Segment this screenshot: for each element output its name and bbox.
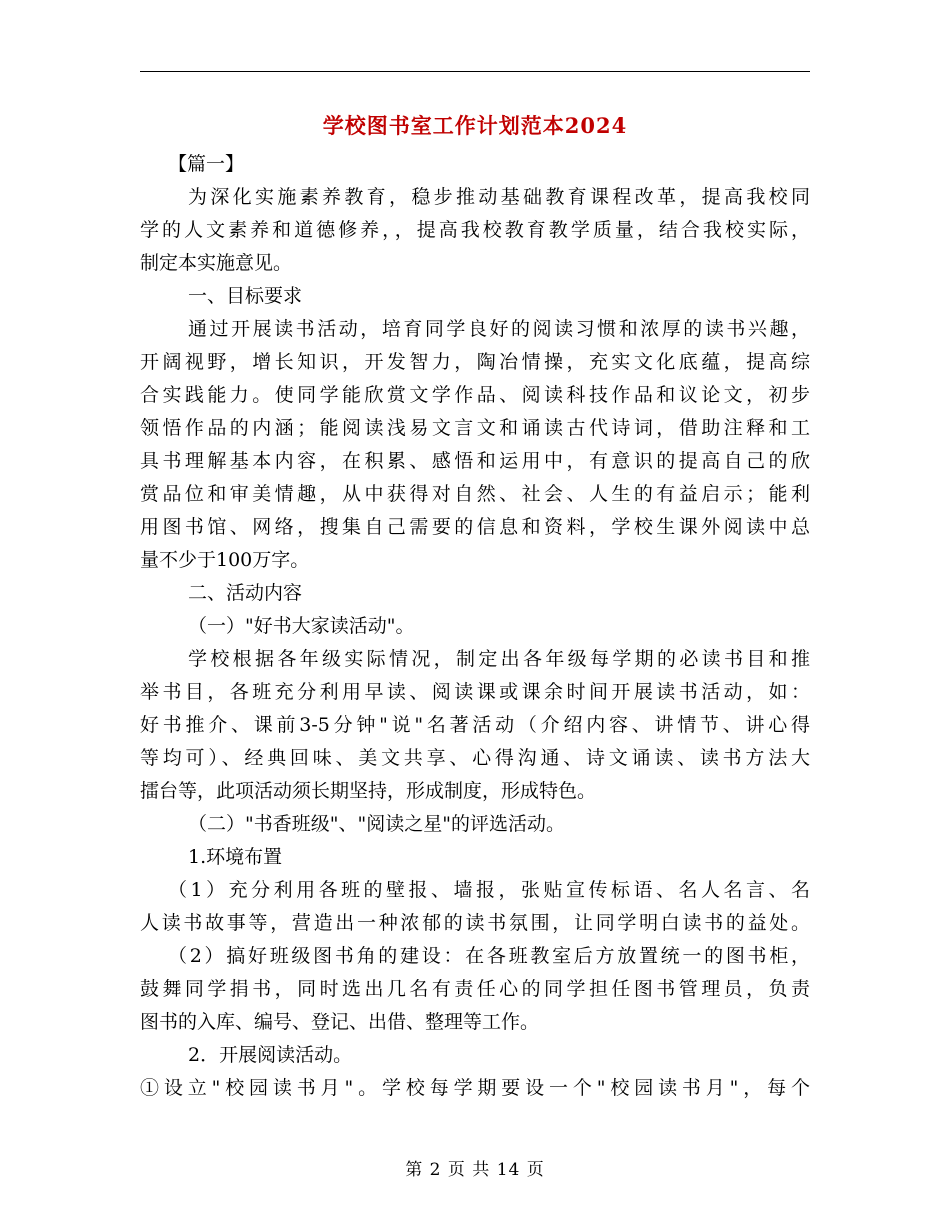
paragraph-line: 学校根据各年级实际情况，制定出各年级每学期的必读书目和推 [188,648,810,670]
document-body [140,148,810,1105]
paragraph-line: ①设立"校园读书月"。学校每学期要设一个"校园读书月"，每个 [140,1077,810,1099]
paragraph-line: 等均可）、经典回味、美文共享、心得沟通、诗文诵读、读书方法大 [140,747,810,769]
subheading-line: 1.环境布置 [188,846,283,868]
section-heading: 【篇一】 [168,153,245,175]
subheading-line: 一、目标要求 [188,285,303,307]
paragraph-line: 擂台等，此项活动须长期坚持，形成制度，形成特色。 [140,780,597,802]
paragraph-line: 量不少于100万字。 [140,549,310,571]
paragraph-line: 具书理解基本内容，在积累、感悟和运用中，有意识的提高自己的欣 [140,450,810,472]
subheading-line: 2．开展阅读活动。 [188,1044,353,1066]
paragraph-line: （1）充分利用各班的壁报、墙报，张贴宣传标语、名人名言、名 [168,879,810,901]
paragraph-line: 图书的入库、编号、登记、出借、整理等工作。 [140,1011,540,1033]
document-title: 学校图书室工作计划范本2024 [322,113,628,138]
paragraph-line: 制定本实施意见。 [140,252,293,274]
paragraph-line: 开阔视野，增长知识，开发智力，陶冶情操，充实文化底蕴，提高综 [140,351,810,373]
paragraph-line: 合实践能力。使同学能欣赏文学作品、阅读科技作品和议论文，初步 [140,384,810,406]
page-number-footer: 第 2 页 共 14 页 [405,1160,545,1180]
subheading-line: 二、活动内容 [188,582,303,604]
paragraph-line: 举书目，各班充分利用早读、阅读课或课余时间开展读书活动，如： [140,681,810,703]
paragraph-line: （2）搞好班级图书角的建设：在各班教室后方放置统一的图书柜， [168,945,810,967]
paragraph-line: 鼓舞同学捐书，同时选出几名有责任心的同学担任图书管理员，负责 [140,978,810,1000]
paragraph-line: 用图书馆、网络，搜集自己需要的信息和资料，学校生课外阅读中总 [140,516,810,538]
paragraph-line: 好书推介、课前3-5分钟"说"名著活动（介绍内容、讲情节、讲心得 [140,714,810,736]
subheading-line: （一）"好书大家读活动"。 [188,615,415,637]
paragraph-line: 为深化实施素养教育，稳步推动基础教育课程改革，提高我校同 [188,186,810,208]
paragraph-line: 领悟作品的内涵；能阅读浅易文言文和诵读古代诗词，借助注释和工 [140,417,810,439]
header-rule [140,71,810,72]
paragraph-line: 学的人文素养和道德修养，，提高我校教育教学质量，结合我校实际， [140,219,810,241]
paragraph-line: 人读书故事等，营造出一种浓郁的读书氛围，让同学明白读书的益处。 [140,912,810,934]
paragraph-line: 赏品位和审美情趣，从中获得对自然、社会、人生的有益启示；能利 [140,483,810,505]
paragraph-line: 通过开展读书活动，培育同学良好的阅读习惯和浓厚的读书兴趣， [188,318,810,340]
subheading-line: （二）"书香班级"、"阅读之星"的评选活动。 [188,813,565,835]
